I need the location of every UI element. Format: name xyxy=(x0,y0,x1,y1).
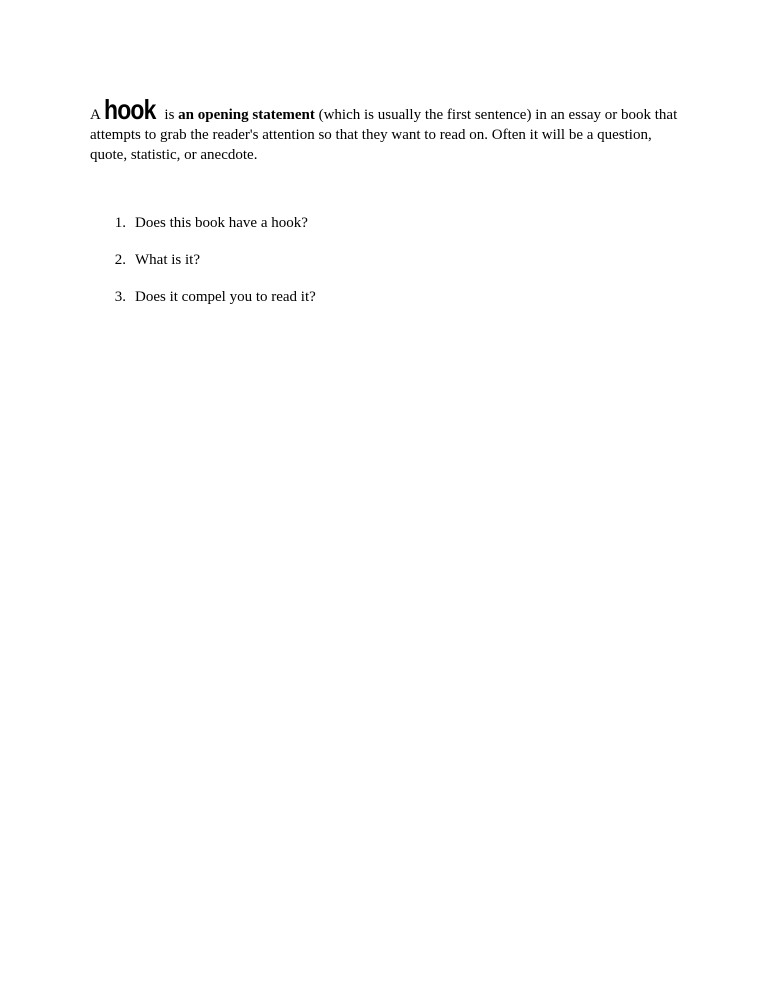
question-text: What is it? xyxy=(135,252,200,268)
list-item xyxy=(90,213,316,233)
hook-word-graphic: hook xyxy=(103,94,156,125)
question-number: 1. xyxy=(114,215,126,231)
question-text: Does this book have a hook? xyxy=(135,215,308,231)
list-item xyxy=(90,250,316,270)
question-number: 2. xyxy=(114,252,126,268)
intro-is: is xyxy=(164,107,175,123)
intro-lead: A xyxy=(90,107,101,123)
bold-phrase: an opening statement xyxy=(178,107,315,123)
question-text: Does it compel you to read it? xyxy=(135,289,316,305)
intro-rest: (which is usually the first sentence) in an essay or book that attempts to grab the reader's attention so that they want to read on. Often it will be a question, quote, statistic, or anecdote. xyxy=(90,107,678,163)
hook-definition-paragraph xyxy=(90,94,690,165)
question-number: 3. xyxy=(114,289,126,305)
question-list xyxy=(90,213,316,324)
list-item xyxy=(90,287,316,307)
